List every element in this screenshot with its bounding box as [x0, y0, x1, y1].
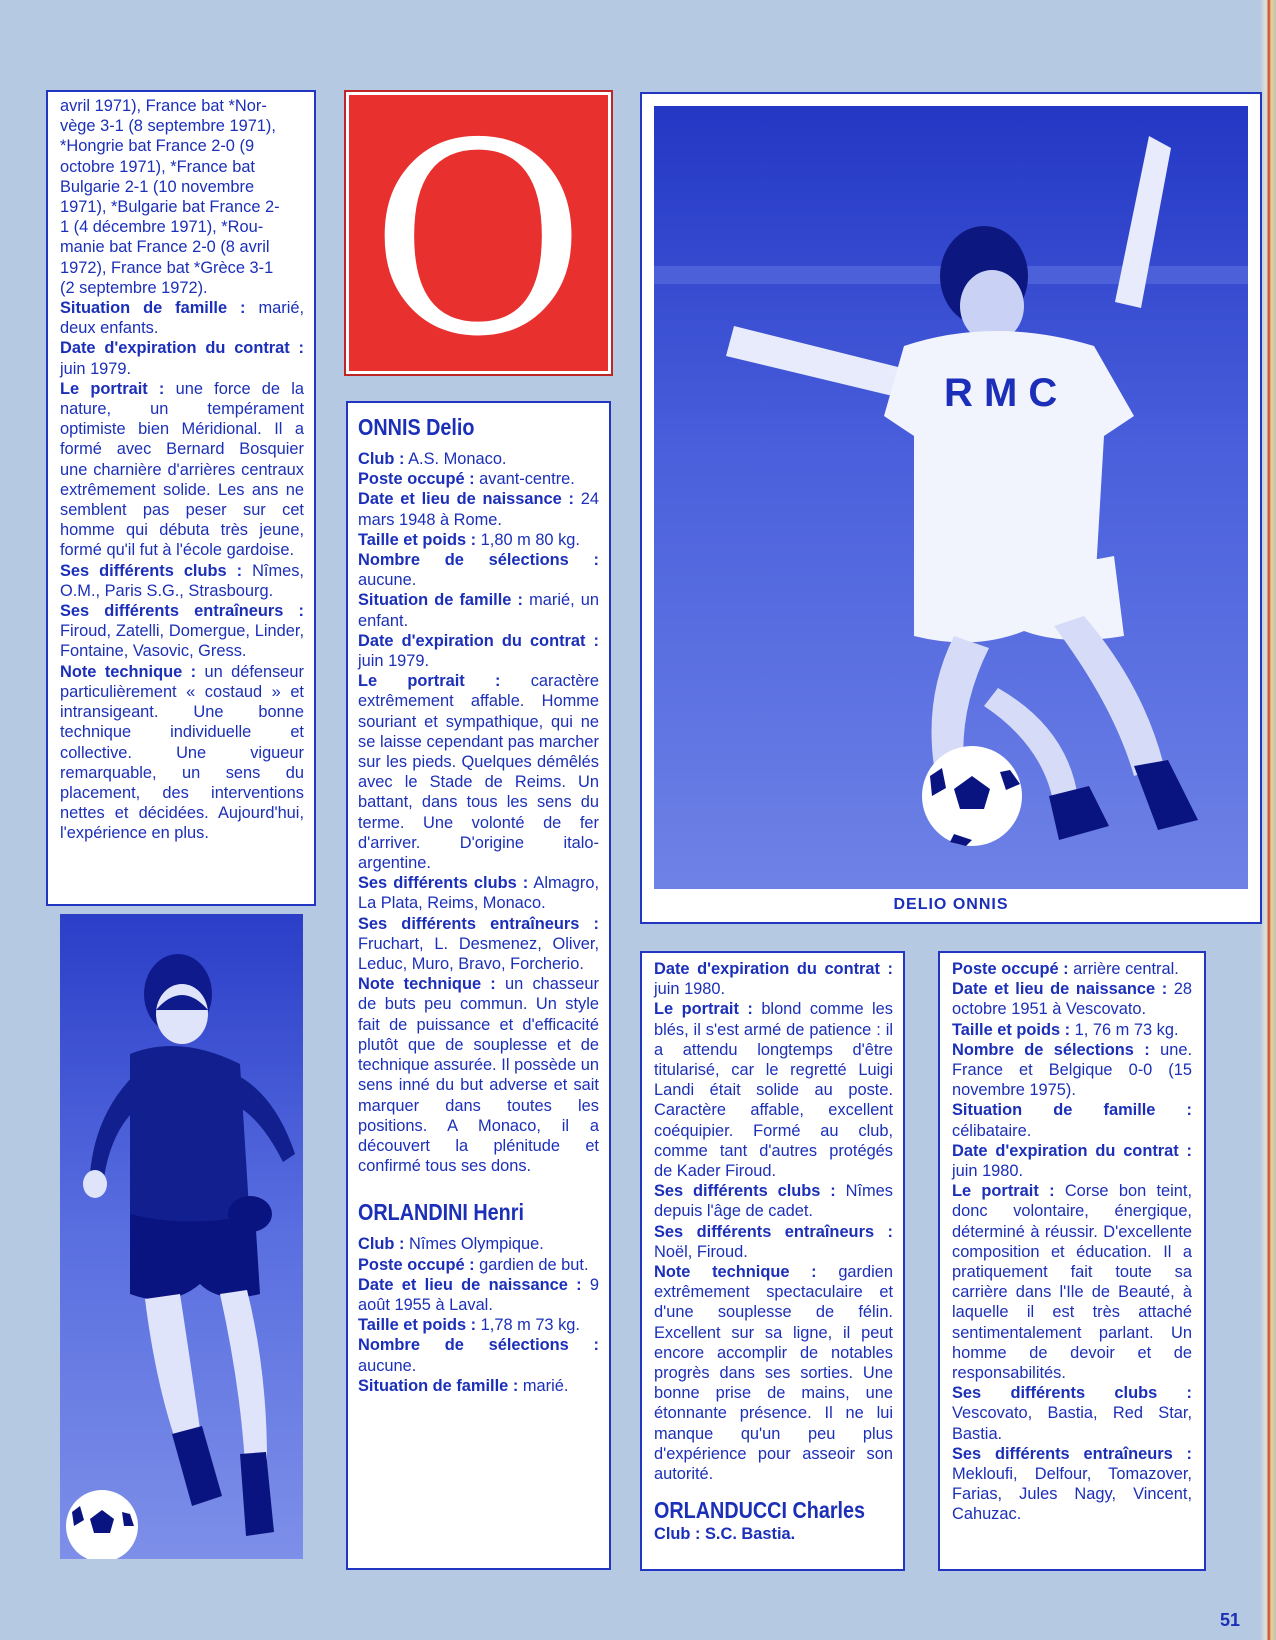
- player-name-onnis: ONNIS Delio: [358, 414, 475, 440]
- field-label: Date d'expiration du contrat :: [60, 339, 304, 358]
- orlanducci-club: [654, 1524, 893, 1544]
- field-label: Date et lieu de naissance :: [358, 1275, 582, 1294]
- field-value: arrière central.: [1073, 960, 1179, 978]
- field-value: Nîmes depuis l'âge de cadet.: [654, 1182, 893, 1221]
- field-label: Ses différents clubs :: [358, 874, 529, 893]
- field-value: marié, deux enfants.: [60, 299, 305, 338]
- col1-line: *Hongrie bat France 2-0 (9: [60, 137, 255, 156]
- col4-taille: [952, 1020, 1192, 1040]
- photo-player-dark-kit-illustration: [60, 914, 303, 1559]
- field-label: Le portrait :: [358, 672, 501, 691]
- onnis-contrat: [358, 631, 599, 671]
- field-value: juin 1979.: [60, 359, 132, 378]
- player-name-orlandini: ORLANDINI Henri: [358, 1199, 524, 1226]
- field-label: Nombre de sélections :: [358, 551, 599, 570]
- column-2-text: [346, 401, 611, 1570]
- col4-naissance: [952, 979, 1192, 1019]
- col1-line: Bulgarie 2-1 (10 novembre: [60, 177, 255, 196]
- orlandini-body: [358, 1234, 599, 1396]
- field-value: marié.: [522, 1376, 569, 1395]
- orlandini-famille: [358, 1376, 599, 1396]
- field-label: Ses différents clubs :: [654, 1182, 836, 1201]
- col1-contrat: [60, 338, 304, 378]
- column-4-text: [938, 951, 1206, 1571]
- field-value: Nîmes Olympique.: [409, 1235, 544, 1254]
- field-label: Nombre de sélections :: [952, 1040, 1150, 1059]
- field-label: Date d'expiration du contrat :: [358, 631, 599, 650]
- col1-line: 1 (4 décembre 1971), *Rou-: [60, 218, 264, 237]
- field-value: Noël, Firoud.: [654, 1242, 748, 1261]
- field-value: aucune.: [358, 1356, 417, 1375]
- field-value: Vescovato, Bastia, Red Star, Bastia.: [952, 1404, 1192, 1443]
- field-label: Club :: [358, 450, 405, 468]
- field-label: Situation de famille :: [60, 299, 246, 318]
- onnis-entraineurs: [358, 914, 599, 975]
- field-label: Situation de famille :: [358, 1376, 519, 1395]
- col4-contrat: [952, 1141, 1192, 1181]
- field-label: Note technique :: [358, 975, 496, 994]
- orlandini-selections: [358, 1335, 599, 1375]
- field-value: une force de la nature, un tempérament optimiste bien Méridional. Il a formé avec Bernard Bosquier une charnière d'arrières centraux extrêmement solide. Les ans ne semblent pas peser sur cet homme qui débuta très jeune, formé qu'il fut à l'école gardoise.: [60, 379, 304, 560]
- field-value: 1,78 m 73 kg.: [480, 1316, 580, 1335]
- field-label: Date d'expiration du contrat :: [952, 1141, 1192, 1160]
- col1-line: octobre 1971), *France bat: [60, 157, 255, 176]
- orlandini-taille: [358, 1315, 599, 1335]
- field-value: Nîmes, O.M., Paris S.G., Strasbourg.: [60, 561, 304, 600]
- field-value: un défenseur particulièrement « costaud » et intransigeant. Une bonne technique individuelle et collective. Une vigueur remarquable, un sens du placement, des interventions nettes et décidées. Aujourd'hui, l'expérience en plus.: [60, 662, 304, 843]
- field-label: Note technique :: [60, 662, 197, 681]
- photo-delio-onnis: [654, 106, 1248, 889]
- field-label: Taille et poids :: [358, 1316, 477, 1335]
- column-3-text: [640, 951, 905, 1571]
- field-label: Poste occupé :: [952, 960, 1069, 978]
- field-value: juin 1980.: [952, 1162, 1024, 1181]
- onnis-selections: [358, 550, 599, 590]
- field-label: Date et lieu de naissance :: [358, 490, 574, 509]
- player-name-orlanducci: ORLANDUCCI Charles: [654, 1497, 866, 1524]
- field-value: aucune.: [358, 571, 417, 590]
- field-label: Poste occupé :: [358, 1255, 475, 1274]
- col1-entraineurs: [60, 601, 304, 662]
- field-label: Date et lieu de naissance :: [952, 980, 1168, 999]
- field-label: Ses différents entraîneurs :: [358, 914, 599, 933]
- field-value: 24 mars 1948 à Rome.: [358, 490, 599, 529]
- field-value: Fruchart, L. Desmenez, Oliver, Leduc, Muro, Bravo, Forcherio.: [358, 934, 599, 974]
- orlandini-naissance: [358, 1275, 599, 1315]
- field-label: Taille et poids :: [358, 530, 477, 549]
- field-label: Ses différents entraîneurs :: [60, 602, 304, 621]
- field-label: Situation de famille :: [952, 1101, 1192, 1120]
- field-value: célibataire.: [952, 1121, 1032, 1140]
- field-label: Le portrait :: [654, 1000, 753, 1019]
- field-value: Mekloufi, Delfour, Tomazover, Farias, Jules Nagy, Vincent, Cahuzac.: [952, 1465, 1192, 1524]
- onnis-naissance: [358, 489, 599, 529]
- section-letter-badge: [346, 92, 611, 374]
- field-value: 1, 76 m 73 kg.: [1074, 1020, 1179, 1039]
- field-value: caractère extrêmement affable. Homme souriant et sympathique, qui ne se laisse cependant pas marcher sur les pieds. Quelques démêlés avec le Stade de Reims. Un battant, dans tous les sens du terme. Une volonté de fer d'arriver. D'origine italo-argentine.: [358, 672, 600, 873]
- col1-portrait: [60, 379, 304, 561]
- field-label: Nombre de sélections :: [358, 1336, 599, 1355]
- col4-body: [952, 959, 1192, 1525]
- field-value: avant-centre.: [479, 470, 575, 489]
- col1-note: [60, 662, 304, 844]
- page-edge: [1260, 0, 1276, 1640]
- col1-famille: [60, 298, 304, 338]
- field-value: blond comme les blés, il s'est armé de patience : il a attendu longtemps d'être titularisé, car le regretté Luigi Landi était solide au poste. Caractère affable, excellent coéquipier. Formé au club, comme tant d'autres protégés de Kader Firoud.: [654, 1000, 893, 1181]
- col1-line: vège 3-1 (8 septembre 1971),: [60, 117, 276, 136]
- field-label: Note technique :: [654, 1263, 817, 1282]
- photo-delio-onnis-illustration: [654, 106, 1248, 889]
- orlandini-club: [358, 1234, 599, 1254]
- field-label: Date d'expiration du contrat :: [654, 960, 893, 978]
- col3-note: [654, 1262, 893, 1484]
- field-value: juin 1979.: [358, 652, 430, 671]
- photo-caption: DELIO ONNIS: [893, 896, 1009, 913]
- col3-body: [654, 959, 893, 1484]
- onnis-famille: [358, 590, 599, 630]
- column-1-text: [46, 90, 316, 906]
- field-label: Club :: [358, 1235, 405, 1254]
- field-label: Ses différents clubs :: [60, 561, 243, 580]
- field-value: marié, un enfant.: [358, 591, 599, 630]
- col1-body: [60, 96, 304, 844]
- col4-portrait: [952, 1181, 1192, 1383]
- field-value: S.C. Bastia.: [705, 1525, 796, 1544]
- onnis-portrait: [358, 671, 599, 873]
- col3-clubs: [654, 1181, 893, 1221]
- onnis-poste: [358, 469, 599, 489]
- col3-entraineurs: [654, 1222, 893, 1262]
- col3-contrat: [654, 959, 893, 999]
- field-value: Firoud, Zatelli, Domergue, Linder, Fontaine, Vasovic, Gress.: [60, 622, 304, 661]
- field-label: Taille et poids :: [952, 1020, 1071, 1039]
- field-label: Le portrait :: [60, 379, 165, 398]
- field-value: un chasseur de buts peu commun. Un style fait de puissance et d'efficacité plutôt que de souplesse et de technique assurée. Il possède un sens inné du but adverse et sait marquer dans toutes les positions. A Monaco, il a découvert la plénitude et confirmé tous ses dons.: [358, 975, 599, 1176]
- field-value: 1,80 m 80 kg.: [480, 530, 580, 549]
- col1-line: 1972), France bat *Grèce 3-1: [60, 258, 274, 277]
- onnis-taille: [358, 530, 599, 550]
- onnis-body: [358, 449, 599, 1176]
- col1-clubs: [60, 561, 304, 601]
- field-label: Ses différents entraîneurs :: [952, 1444, 1192, 1463]
- field-label: Ses différents clubs :: [952, 1384, 1192, 1403]
- onnis-clubs: [358, 873, 599, 913]
- field-label: Club :: [654, 1525, 701, 1544]
- field-value: 28 octobre 1951 à Vescovato.: [952, 980, 1192, 1019]
- badge-letter-svg: [349, 95, 608, 371]
- col1-line: 1971), *Bulgarie bat France 2-: [60, 198, 280, 217]
- col1-line: manie bat France 2-0 (8 avril: [60, 238, 270, 257]
- col4-famille: [952, 1100, 1192, 1140]
- field-value: une. France et Belgique 0-0 (15 novembre 1975).: [952, 1040, 1192, 1100]
- col4-entraineurs: [952, 1444, 1192, 1525]
- field-value: A.S. Monaco.: [408, 450, 507, 468]
- col4-poste: [952, 959, 1192, 979]
- field-value: Almagro, La Plata, Reims, Monaco.: [358, 874, 599, 913]
- col1-line: avril 1971), France bat *Nor-: [60, 97, 267, 115]
- photo-player-dark-kit: [60, 914, 303, 1559]
- col4-selections: [952, 1040, 1192, 1101]
- orlanducci-club-line: [654, 1524, 893, 1544]
- orlandini-poste: [358, 1255, 599, 1275]
- field-label: Le portrait :: [952, 1182, 1055, 1201]
- onnis-club: [358, 449, 599, 469]
- badge-letter: O: [369, 95, 587, 371]
- field-label: Situation de famille :: [358, 591, 523, 610]
- main-photo-frame: [640, 92, 1262, 924]
- field-label: Poste occupé :: [358, 470, 475, 489]
- field-value: juin 1980.: [654, 980, 726, 999]
- field-value: 9 août 1955 à Laval.: [358, 1275, 599, 1314]
- field-value: Corse bon teint, donc volontaire, énergique, déterminé à réussir. D'excellente composition et éducation. Il a pratiquement fait toute sa carrière dans l'Ile de Beauté, à laquelle il est très attaché sentimentalement parlant. Un homme de devoir et de responsabilités.: [952, 1182, 1193, 1383]
- field-value: gardien de but.: [479, 1255, 589, 1274]
- page-number: 51: [1219, 1610, 1240, 1630]
- col1-line: (2 septembre 1972).: [60, 278, 208, 297]
- shirt-lettering: R M C: [944, 371, 1058, 415]
- field-label: Ses différents entraîneurs :: [654, 1222, 893, 1241]
- field-value: gardien extrêmement spectaculaire et d'une souplesse de félin. Excellent sur sa ligne, il peut encore accomplir de notables progrès dans ses sorties. Une bonne prise de mains, une étonnante présence. Il ne lui manque qu'un peu plus d'expérience pour asseoir son autorité.: [654, 1263, 893, 1484]
- col4-clubs: [952, 1383, 1192, 1444]
- onnis-note: [358, 974, 599, 1176]
- col3-portrait: [654, 999, 893, 1181]
